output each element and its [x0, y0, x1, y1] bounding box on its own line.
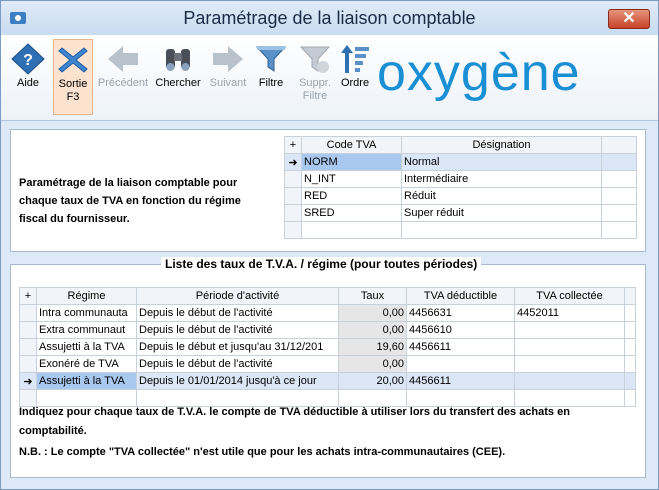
- column-header-code[interactable]: Code TVA: [302, 137, 402, 154]
- search-button[interactable]: [153, 39, 203, 115]
- cell-periode[interactable]: Depuis le début de l'activité: [137, 305, 339, 322]
- cell-taux[interactable]: 0,00: [339, 322, 407, 339]
- remove-filter-label: Suppr. Filtre: [299, 77, 331, 102]
- binoculars-icon: [161, 43, 195, 75]
- cell-taux[interactable]: 19,60: [339, 339, 407, 356]
- tva-description: Paramétrage de la liaison comptable pour chaque taux de TVA en fonction du régime fiscal du fournisseur.: [19, 177, 241, 225]
- remove-filter-icon: [298, 43, 332, 75]
- previous-button[interactable]: [97, 39, 149, 115]
- help-button[interactable]: [7, 39, 49, 115]
- nb-note: N.B. : Le compte "TVA collectée" n'est utile que pour les achats intra-communautaires (CEE).: [19, 446, 506, 458]
- toolbar: [1, 35, 658, 121]
- exit-icon: [56, 44, 90, 76]
- cell-designation[interactable]: Super réduit: [402, 205, 602, 222]
- tva-rate-panel-title: Liste des taux de T.V.A. / régime (pour toutes périodes): [161, 257, 481, 271]
- column-header-taux[interactable]: Taux: [339, 288, 407, 305]
- cell-periode[interactable]: Depuis le 01/01/2014 jusqu'à ce jour: [137, 373, 339, 390]
- tva-code-grid: [284, 136, 637, 239]
- table-row[interactable]: [285, 205, 637, 222]
- cell-regime[interactable]: Extra communaut: [37, 322, 137, 339]
- column-header-collectee[interactable]: TVA collectée: [515, 288, 625, 305]
- cell-filler: [602, 205, 637, 222]
- arrow-left-icon: [106, 43, 140, 75]
- table-row[interactable]: [20, 356, 636, 373]
- svg-text:?: ?: [23, 52, 33, 69]
- cell-deductible[interactable]: 4456631: [407, 305, 515, 322]
- grid-options-icon[interactable]: +: [20, 288, 37, 305]
- cell-collectee[interactable]: [515, 356, 625, 373]
- window-title: Paramétrage de la liaison comptable: [183, 8, 476, 28]
- table-row[interactable]: [20, 305, 636, 322]
- cell-taux[interactable]: 20,00: [339, 373, 407, 390]
- cell-collectee[interactable]: [515, 322, 625, 339]
- cell-code[interactable]: N_INT: [302, 171, 402, 188]
- cell-code[interactable]: SRED: [302, 205, 402, 222]
- help-icon: [11, 43, 45, 75]
- help-label: Aide: [16, 77, 40, 89]
- grid-options-icon[interactable]: +: [285, 137, 302, 154]
- cell-periode[interactable]: Depuis le début de l'activité: [137, 356, 339, 373]
- table-row[interactable]: [20, 339, 636, 356]
- remove-filter-button[interactable]: [293, 39, 337, 115]
- cell-regime[interactable]: Assujetti à la TVA: [37, 373, 137, 390]
- cell-code[interactable]: NORM: [302, 154, 402, 171]
- tva-grid-header: [285, 137, 637, 154]
- rate-grid-header: [20, 288, 636, 305]
- title-bar: [1, 1, 658, 35]
- cell-periode[interactable]: Depuis le début et jusqu'au 31/12/201: [137, 339, 339, 356]
- table-row[interactable]: [20, 322, 636, 339]
- sort-icon: [338, 43, 372, 75]
- cell-collectee[interactable]: [515, 373, 625, 390]
- table-row[interactable]: [285, 188, 637, 205]
- filter-icon: [254, 43, 288, 75]
- next-button[interactable]: [205, 39, 251, 115]
- tva-code-panel: [10, 129, 646, 252]
- cell-designation[interactable]: Normal: [402, 154, 602, 171]
- cell-designation[interactable]: Intermédiaire: [402, 171, 602, 188]
- sort-label: Ordre: [340, 77, 370, 89]
- info-note: Indiquez pour chaque taux de T.V.A. le compte de TVA déductible à utiliser lors du transfert des achats en comptabilité.: [19, 406, 570, 437]
- cell-regime[interactable]: Exonéré de TVA: [37, 356, 137, 373]
- cell-periode[interactable]: Depuis le début de l'activité: [137, 322, 339, 339]
- cell-filler: [602, 171, 637, 188]
- column-header-regime[interactable]: Régime: [37, 288, 137, 305]
- oxygene-logo: oxygène: [377, 44, 581, 102]
- arrow-right-icon: [211, 43, 245, 75]
- table-row[interactable]: [20, 373, 636, 390]
- row-pointer-icon: ➜: [285, 154, 302, 171]
- sort-button[interactable]: [337, 39, 373, 115]
- search-label: Chercher: [155, 77, 201, 89]
- exit-button[interactable]: [53, 39, 93, 115]
- cell-taux[interactable]: 0,00: [339, 356, 407, 373]
- cell-designation[interactable]: Réduit: [402, 188, 602, 205]
- column-header-designation[interactable]: Désignation: [402, 137, 602, 154]
- cell-regime[interactable]: Assujetti à la TVA: [37, 339, 137, 356]
- table-row[interactable]: [285, 171, 637, 188]
- next-label: Suivant: [209, 77, 247, 89]
- cell-code[interactable]: RED: [302, 188, 402, 205]
- column-header-deductible[interactable]: TVA déductible: [407, 288, 515, 305]
- filter-button[interactable]: [253, 39, 289, 115]
- cell-deductible[interactable]: [407, 356, 515, 373]
- cell-deductible[interactable]: 4456610: [407, 322, 515, 339]
- table-row[interactable]: [285, 154, 637, 171]
- previous-label: Précédent: [97, 77, 149, 89]
- close-button[interactable]: ✕: [608, 9, 650, 29]
- column-header-filler: [602, 137, 637, 154]
- cell-collectee[interactable]: 4452011: [515, 305, 625, 322]
- cell-collectee[interactable]: [515, 339, 625, 356]
- tva-rate-panel: [10, 257, 646, 478]
- cell-filler: [602, 188, 637, 205]
- exit-label: Sortie F3: [58, 78, 88, 103]
- cell-deductible[interactable]: 4456611: [407, 339, 515, 356]
- cell-filler: [602, 154, 637, 171]
- tva-rate-grid: [19, 287, 636, 407]
- filter-label: Filtre: [258, 77, 284, 89]
- column-header-periode[interactable]: Période d'activité: [137, 288, 339, 305]
- cell-regime[interactable]: Intra communauta: [37, 305, 137, 322]
- cell-taux[interactable]: 0,00: [339, 305, 407, 322]
- table-row-empty: [285, 222, 637, 239]
- row-pointer-icon: ➜: [20, 373, 37, 390]
- cell-deductible[interactable]: 4456611: [407, 373, 515, 390]
